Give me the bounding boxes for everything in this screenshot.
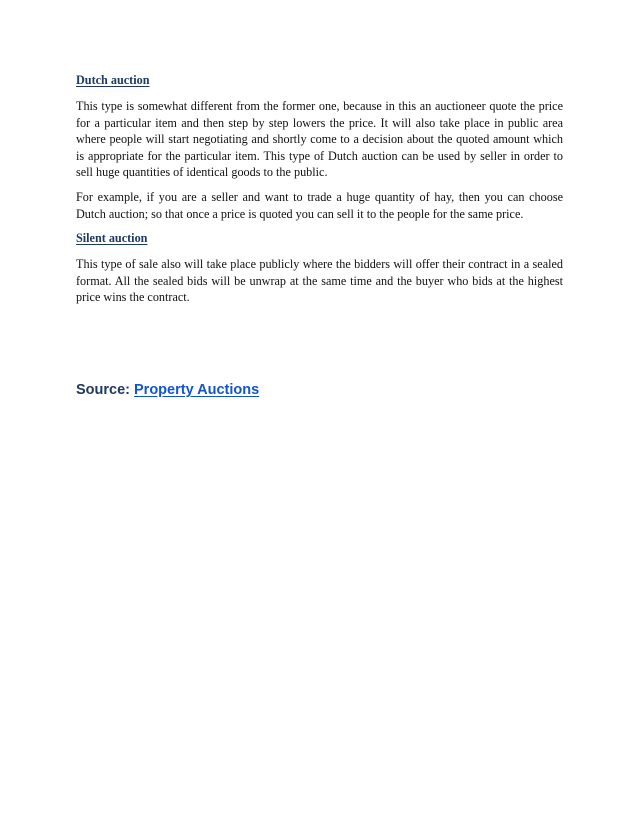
paragraph-dutch-auction-example: For example, if you are a seller and want to trade a huge quantity of hay, then you can choose Dutch auction; so that once a price is quoted you can sell it to the people for the same price.: [76, 189, 563, 221]
document-body: [76, 72, 563, 314]
paragraph-silent-auction-description: This type of sale also will take place publicly where the bidders will offer their contract in a sealed format. All the sealed bids will be unwrap at the same time and the buyer who bids at the highest price wins the contract.: [76, 257, 563, 305]
source-label: Source:: [76, 382, 135, 398]
section-heading-silent-auction: Silent auction: [76, 231, 148, 246]
source-link[interactable]: Property Auctions: [134, 382, 260, 398]
paragraph-dutch-auction-description: This type is somewhat different from the former one, because in this an auctioneer quote the price for a particular item and then step by step lowers the price. It will also take place in public area where people will start negotiating and shortly come to a decision about the quoted amount which is appropriate for the particular item. This type of Dutch auction can be used by seller in order to sell huge quantities of identical goods to the public.: [76, 99, 563, 180]
section-heading-dutch-auction: Dutch auction: [76, 73, 150, 87]
source-line: [76, 381, 259, 399]
